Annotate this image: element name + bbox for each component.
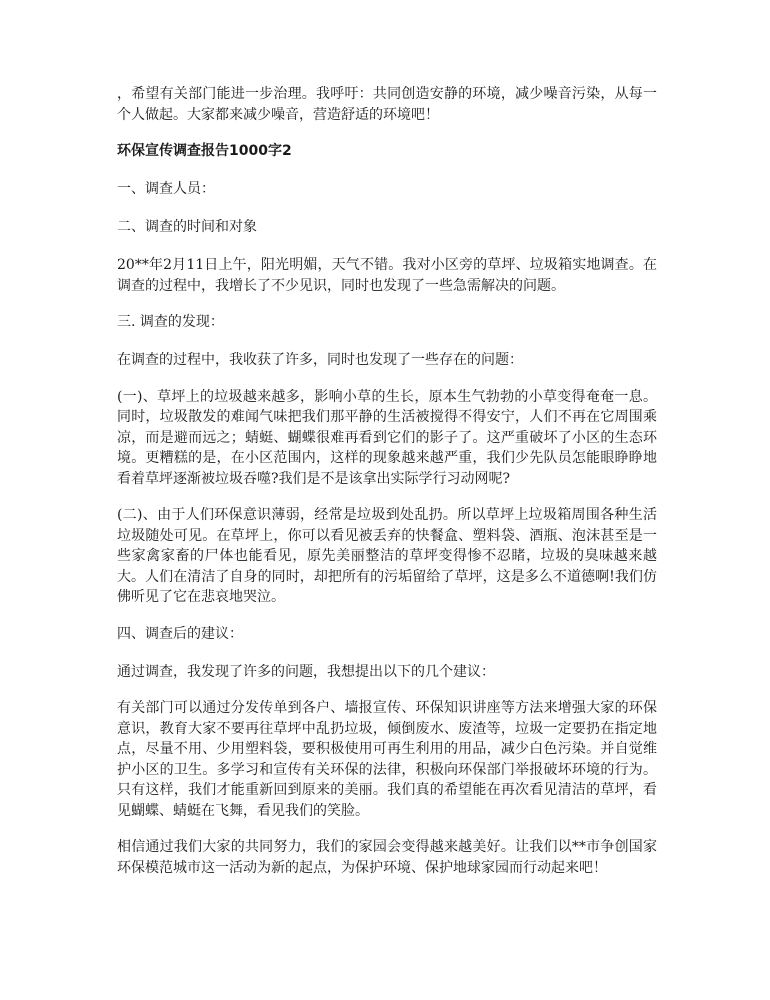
document-body bbox=[117, 84, 657, 894]
suggestion-paragraph: 有关部门可以通过分发传单到各户、墙报宣传、环保知识讲座等方法来增强大家的环保意识，教育大家不要再往草坪中乱扔垃圾，倾倒废水、废渣等，垃圾一定要扔在指定地点，尽量不用、少用塑料袋，要积极使用可再生利用的用品，减少白色污染。并自觉维护小区的卫生。多学习和宣传有关环保的法律，积极向环保部门举报破坏环境的行为。只有这样，我们才能重新回到原来的美丽。我们真的希望能在再次看见清洁的草坪，看见蝴蝶、蜻蜓在飞舞，看见我们的笑脸。 bbox=[117, 700, 657, 819]
section-4-intro: 通过调查，我发现了许多的问题，我想提出以下的几个建议： bbox=[117, 663, 495, 680]
intro-paragraph: ，希望有关部门能进一步治理。我呼吁：共同创造安静的环境，减少噪音污染，从每一个人做起。大家都来减少噪音，营造舒适的环境吧！ bbox=[117, 86, 657, 123]
section-3-intro: 在调查的过程中，我收获了许多，同时也发现了一些存在的问题： bbox=[117, 352, 523, 368]
section-1-label: 一、调查人员： bbox=[117, 181, 215, 197]
closing-paragraph: 相信通过我们大家的共同努力，我们的家园会变得越来越美好。让我们以**市争创国家环保模范城市这一活动为新的起点，为保护环境、保护地球家园而行动起来吧！ bbox=[117, 839, 657, 876]
section-4-label: 四、调查后的建议： bbox=[117, 625, 243, 642]
document-title: 环保宣传调查报告1000字2 bbox=[117, 143, 292, 159]
section-2-text: 20**年2月11日上午，阳光明媚，天气不错。我对小区旁的草坪、垃圾箱实地调查。在调查的过程中，我增长了不少见识，同时也发现了一些急需解决的问题。 bbox=[117, 257, 657, 294]
finding-1-paragraph: (一)、草坪上的垃圾越来越多，影响小草的生长，原本生气勃勃的小草变得奄奄一息。同时，垃圾散发的难闻气味把我们那平静的生活被搅得不得安宁，人们不再在它周围乘凉，而是避而远之；蜻蜓、蝴蝶很难再看到它们的影子了。这严重破坏了小区的生态环境。更糟糕的是，在小区范围内，这样的现象越来越严重，我们少先队员怎能眼睁睁地看着草坪逐渐被垃圾吞噬?我们是不是该拿出实际学行习动网呢? bbox=[117, 388, 657, 487]
finding-2-paragraph: (二)、由于人们环保意识薄弱，经常是垃圾到处乱扔。所以草坪上垃圾箱周围各种生活垃圾随处可见。在草坪上，你可以看见被丢弃的快餐盒、塑料袋、酒瓶、泡沫甚至是一些家禽家畜的尸体也能看见，原先美丽整洁的草坪变得惨不忍睹，垃圾的臭味越来越大。人们在清洁了自身的同时，却把所有的污垢留给了草坪，这是多么不道德啊!我们仿佛听见了它在悲哀地哭泣。 bbox=[117, 507, 657, 605]
section-2-label: 二、调查的时间和对象 bbox=[117, 219, 257, 235]
section-3-label: 三. 调查的发现： bbox=[117, 314, 224, 330]
